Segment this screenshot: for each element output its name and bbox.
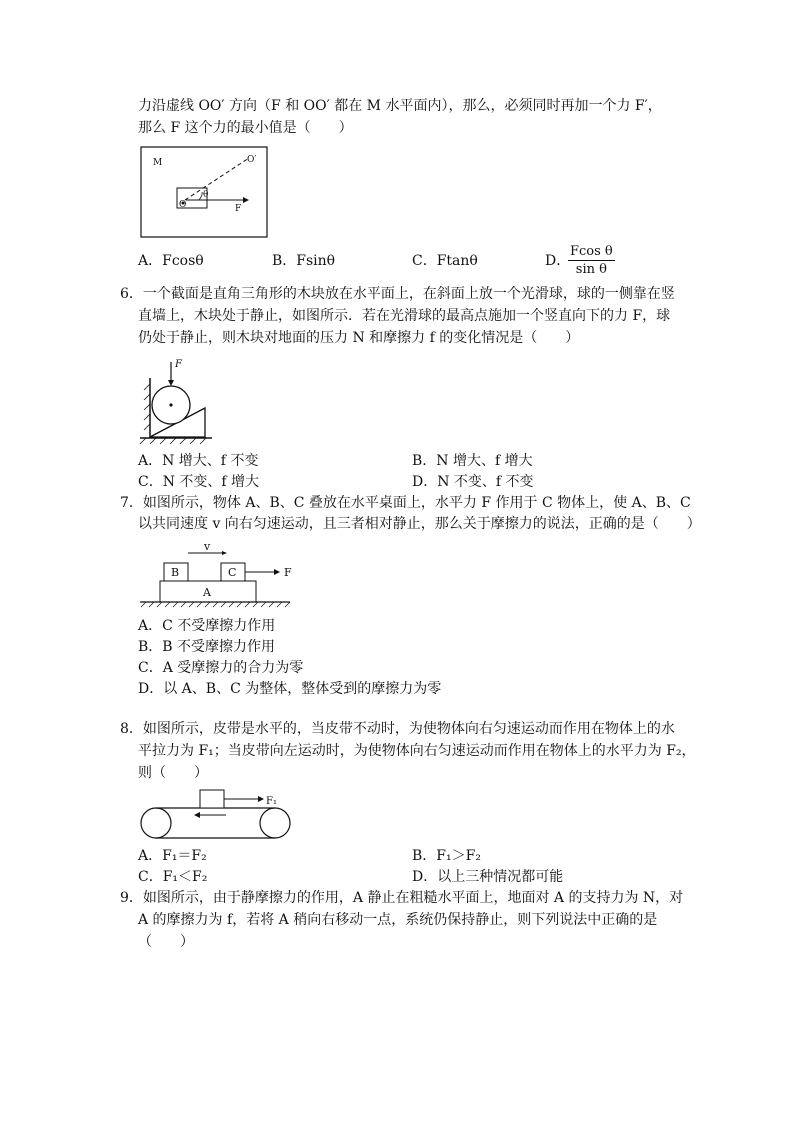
q8-label-f1: F₁ xyxy=(266,796,277,807)
force-f1-arrowhead xyxy=(258,796,264,802)
q9-text-line2: A 的摩擦力为 f，若将 A 稍向右移动一点，系统仍保持静止，则下列说法中正确的是 xyxy=(138,912,658,928)
q5-label-f: F xyxy=(235,204,242,214)
q5-label-o-prime: O′ xyxy=(247,155,257,165)
q8-option-a: A．F₁＝F₂ xyxy=(138,848,207,864)
q6-option-a: A．N 增大、f 不变 xyxy=(138,453,259,469)
q5-label-m: M xyxy=(153,158,163,168)
q7-option-a: A．C 不受摩擦力作用 xyxy=(138,618,276,634)
belt-direction-arrowhead xyxy=(194,812,200,818)
q8-text-line2: 平拉力为 F₁；当皮带向左运动时，为使物体向右匀速运动而作用在物体上的水平力为 F₂， xyxy=(138,743,696,759)
q7-text-line1: 7．如图所示，物体 A、B、C 叠放在水平桌面上，水平力 F 作用于 C 物体上，使 A、B、C xyxy=(120,495,691,511)
q5-option-b: B．Fsinθ xyxy=(272,253,336,269)
q9-text-line3: （ ） xyxy=(138,934,194,950)
q6-option-d: D．N 不变、f 不变 xyxy=(412,474,534,490)
q8-option-c: C．F₁＜F₂ xyxy=(138,869,208,885)
object-on-belt xyxy=(200,790,224,808)
q6-text-line2: 直墙上，木块处于静止，如图所示．若在光滑球的最高点施加一个竖直向下的力 F，球 xyxy=(138,308,671,324)
q6-text-line1: 6．一个截面是直角三角形的木块放在水平面上，在斜面上放一个光滑球，球的一侧靠在竖 xyxy=(120,286,675,302)
q5-label-o: O xyxy=(179,200,187,210)
q7-label-b: B xyxy=(171,566,180,579)
q7-option-c: C．A 受摩擦力的合力为零 xyxy=(138,660,304,676)
q8-option-d: D．以上三种情况都可能 xyxy=(412,869,564,885)
q9-text-line1: 9．如图所示，由于静摩擦力的作用，A 静止在粗糙水平面上，地面对 A 的支持力为 N，对 xyxy=(120,890,684,906)
q6-option-b: B．N 增大、f 增大 xyxy=(412,453,533,469)
left-pulley xyxy=(141,808,171,838)
right-pulley xyxy=(260,808,290,838)
q5-text-line2: 那么 F 这个力的最小值是（ ） xyxy=(138,120,353,136)
q5-option-d-numerator: Fcos θ xyxy=(570,244,613,259)
q6-text-line3: 仍处于静止，则木块对地面的压力 N 和摩擦力 f 的变化情况是（ ） xyxy=(138,330,580,346)
q7-text-line2: 以共同速度 v 向右匀速运动，且三者相对静止，那么关于摩擦力的说法，正确的是（ ） xyxy=(138,516,701,532)
q6-label-f: F xyxy=(175,359,182,370)
q7-label-v: v xyxy=(204,540,211,553)
q7-label-a: A xyxy=(203,586,211,599)
q7-option-b: B．B 不受摩擦力作用 xyxy=(138,639,276,655)
q5-option-c: C．Ftanθ xyxy=(412,253,478,269)
q7-label-f: F xyxy=(284,566,292,579)
q5-option-d-denominator: sin θ xyxy=(575,262,607,277)
q5-option-a: A．Fcosθ xyxy=(138,253,204,269)
q7-label-c: C xyxy=(228,566,237,579)
q8-option-b: B．F₁＞F₂ xyxy=(412,848,481,864)
q8-text-line3: 则（ ） xyxy=(138,765,208,781)
q5-label-theta: θ xyxy=(203,190,209,200)
q6-option-c: C．N 不变、f 增大 xyxy=(138,474,260,490)
q5-text-line1: 力沿虚线 OO′ 方向（F 和 OO′ 都在 M 水平面内），那么，必须同时再加一个力 F′， xyxy=(138,98,662,114)
q8-text-line1: 8．如图所示，皮带是水平的，当皮带不动时，为使物体向右匀速运动而作用在物体上的水 xyxy=(120,721,675,737)
q7-option-d: D．以 A、B、C 为整体，整体受到的摩擦力为零 xyxy=(138,681,442,697)
q5-option-d-prefix: D． xyxy=(545,253,571,269)
